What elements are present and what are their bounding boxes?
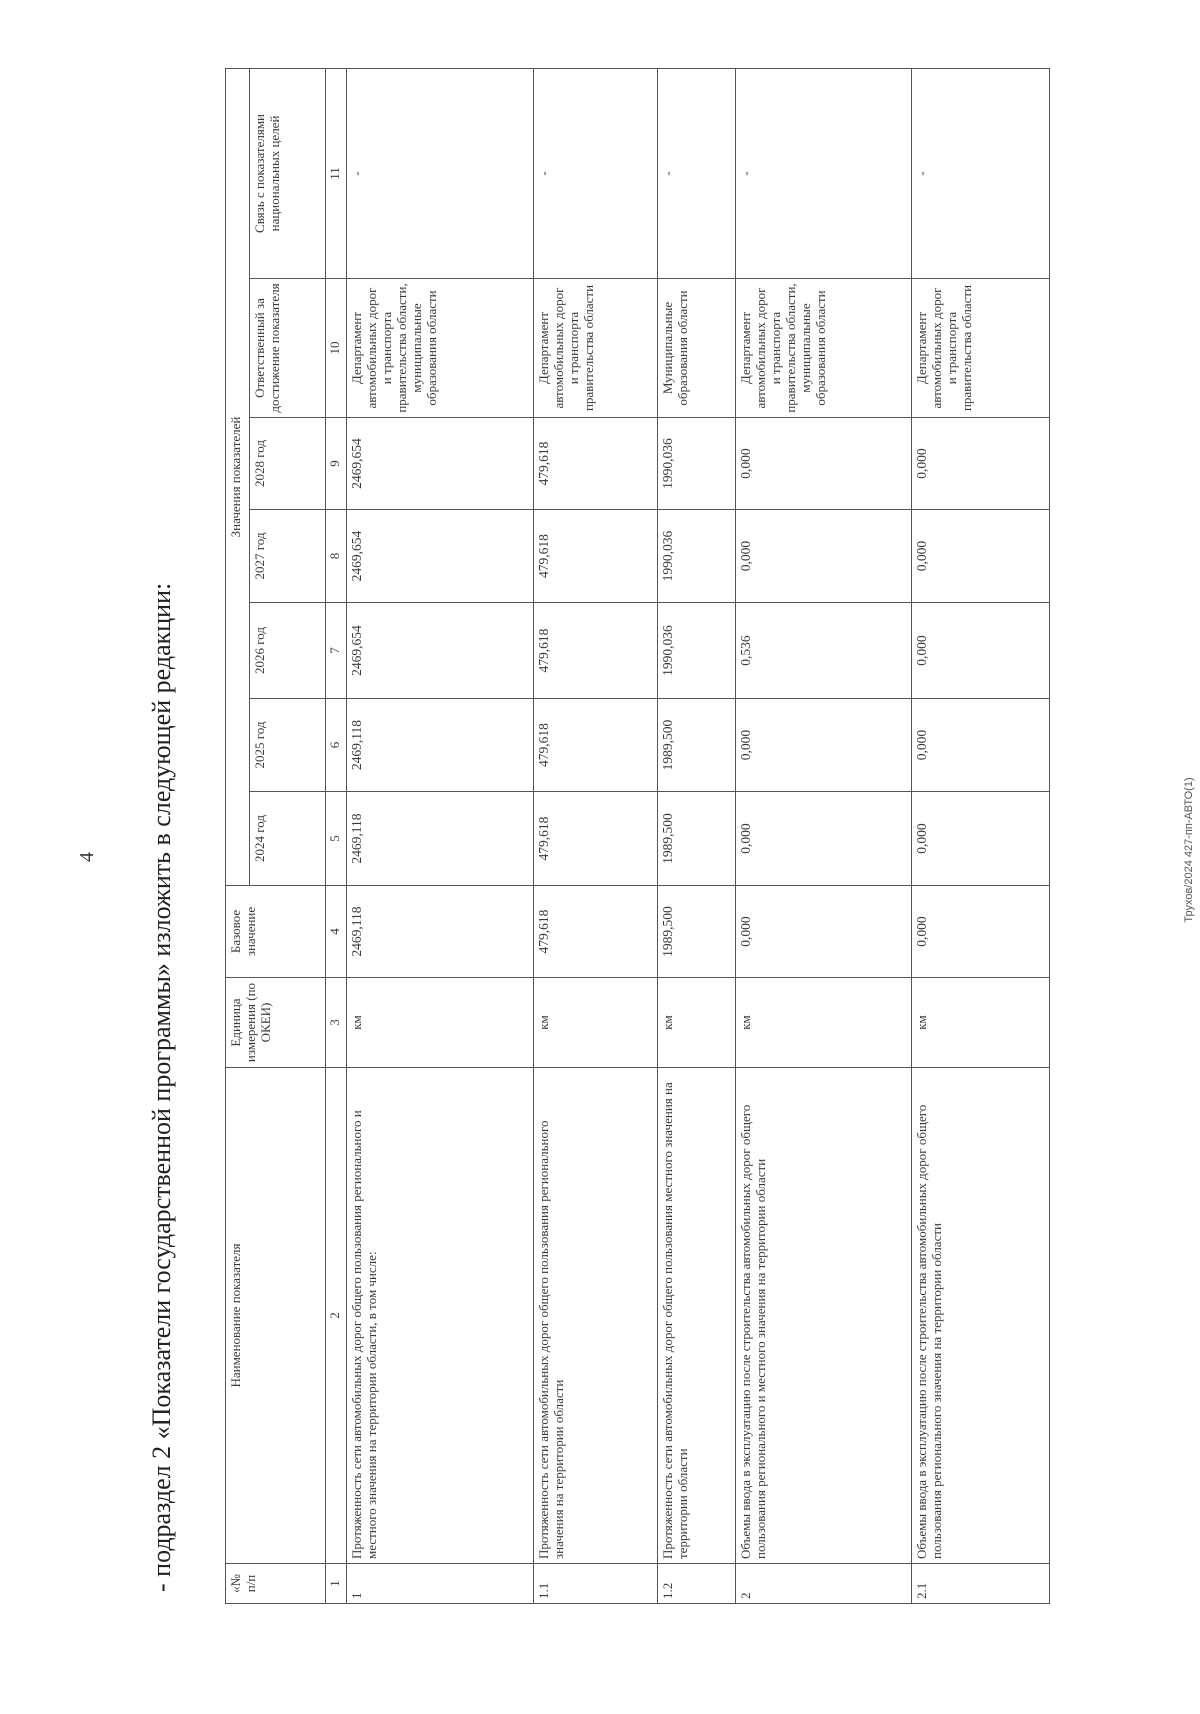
- row-value-2027: 1990,036: [658, 510, 736, 603]
- row-value-2025: 1989,500: [658, 699, 736, 792]
- row-num: 2.1: [912, 1564, 1050, 1604]
- row-unit: км: [534, 978, 658, 1068]
- index-cell: 2: [326, 1068, 347, 1564]
- index-cell: 10: [326, 279, 347, 418]
- row-link: -: [658, 68, 736, 278]
- table-row: [736, 68, 912, 1603]
- row-value-2028: 2469,654: [347, 418, 534, 510]
- header-responsible: Ответственный за достижение показателя: [250, 279, 326, 418]
- column-index-row: [326, 68, 347, 1603]
- row-responsible: Муниципальные образования области: [658, 279, 736, 418]
- header-num: «№ п/п: [226, 1564, 326, 1604]
- row-num: 1: [347, 1564, 534, 1604]
- table-row: [534, 68, 658, 1603]
- row-value-2028: 479,618: [534, 418, 658, 510]
- row-link: -: [912, 68, 1050, 278]
- index-cell: 1: [326, 1564, 347, 1604]
- row-unit: км: [912, 978, 1050, 1068]
- row-value-2027: 0,000: [736, 510, 912, 603]
- row-value-2025: 479,618: [534, 699, 658, 792]
- row-value-2026: 1990,036: [658, 603, 736, 699]
- row-value-2027: 2469,654: [347, 510, 534, 603]
- row-num: 2: [736, 1564, 912, 1604]
- row-responsible: Департамент автомобильных дорог и транспорта правительства области, муниципальные образования области: [347, 279, 534, 418]
- header-2026: 2026 год: [250, 603, 326, 699]
- indicators-table: [225, 68, 1050, 1604]
- index-cell: 6: [326, 699, 347, 792]
- row-value-2027: 479,618: [534, 510, 658, 603]
- header-link: Связь с показателями национальных целей: [250, 68, 326, 278]
- row-link: -: [347, 68, 534, 278]
- index-cell: 3: [326, 978, 347, 1068]
- row-name: Объемы ввода в эксплуатацию после строительства автомобильных дорог общего пользования регионального и местного значения на территории области: [736, 1068, 912, 1564]
- row-name: Протяженность сети автомобильных дорог общего пользования регионального и местного значения на территории области, в том числе:: [347, 1068, 534, 1564]
- header-unit: Единица измерения (по ОКЕИ): [226, 978, 326, 1068]
- row-responsible: Департамент автомобильных дорог и транспорта правительства области: [912, 279, 1050, 418]
- row-unit: км: [736, 978, 912, 1068]
- row-value-2024: 2469,118: [347, 792, 534, 886]
- rotated-table-container: [225, 69, 1105, 1604]
- table-row: [347, 68, 534, 1603]
- row-link: -: [736, 68, 912, 278]
- row-unit: км: [347, 978, 534, 1068]
- row-value-2026: 0,536: [736, 603, 912, 699]
- row-value-2028: 0,000: [912, 418, 1050, 510]
- index-cell: 9: [326, 418, 347, 510]
- row-value-2025: 0,000: [912, 699, 1050, 792]
- row-value-2025: 2469,118: [347, 699, 534, 792]
- index-cell: 5: [326, 792, 347, 886]
- row-value-2028: 0,000: [736, 418, 912, 510]
- row-value-2024: 479,618: [534, 792, 658, 886]
- header-2025: 2025 год: [250, 699, 326, 792]
- row-base: 1989,500: [658, 886, 736, 978]
- row-base: 2469,118: [347, 886, 534, 978]
- page-number: 4: [76, 852, 98, 862]
- row-value-2028: 1990,036: [658, 418, 736, 510]
- row-num: 1.2: [658, 1564, 736, 1604]
- header-base: Базовое значение: [226, 886, 326, 978]
- row-unit: км: [658, 978, 736, 1068]
- document-footer: Трухов/2024 427-пп-АВТО(1): [1183, 777, 1195, 923]
- row-name: Объемы ввода в эксплуатацию после строительства автомобильных дорог общего пользования регионального значения на территории области: [912, 1068, 1050, 1564]
- row-base: 0,000: [736, 886, 912, 978]
- row-name: Протяженность сети автомобильных дорог общего пользования регионального значения на территории области: [534, 1068, 658, 1564]
- row-value-2026: 0,000: [912, 603, 1050, 699]
- header-values-group: Значения показателей: [226, 68, 250, 885]
- index-cell: 8: [326, 510, 347, 603]
- row-link: -: [534, 68, 658, 278]
- row-value-2027: 0,000: [912, 510, 1050, 603]
- row-value-2026: 479,618: [534, 603, 658, 699]
- row-value-2024: 0,000: [736, 792, 912, 886]
- index-cell: 7: [326, 603, 347, 699]
- row-value-2024: 1989,500: [658, 792, 736, 886]
- row-responsible: Департамент автомобильных дорог и транспорта правительства области: [534, 279, 658, 418]
- index-cell: 11: [326, 68, 347, 278]
- row-value-2024: 0,000: [912, 792, 1050, 886]
- table-row: [658, 68, 736, 1603]
- header-2024: 2024 год: [250, 792, 326, 886]
- index-cell: 4: [326, 886, 347, 978]
- header-name: Наименование показателя: [226, 1068, 326, 1564]
- row-value-2026: 2469,654: [347, 603, 534, 699]
- row-value-2025: 0,000: [736, 699, 912, 792]
- row-base: 479,618: [534, 886, 658, 978]
- header-2027: 2027 год: [250, 510, 326, 603]
- section-heading: - подраздел 2 «Показатели государственной программы» изложить в следующей редакции:: [147, 582, 176, 1592]
- row-responsible: Департамент автомобильных дорог и транспорта правительства области, муниципальные образования области: [736, 279, 912, 418]
- row-num: 1.1: [534, 1564, 658, 1604]
- header-2028: 2028 год: [250, 418, 326, 510]
- row-base: 0,000: [912, 886, 1050, 978]
- row-name: Протяженность сети автомобильных дорог общего пользования местного значения на территории области: [658, 1068, 736, 1564]
- table-row: [912, 68, 1050, 1603]
